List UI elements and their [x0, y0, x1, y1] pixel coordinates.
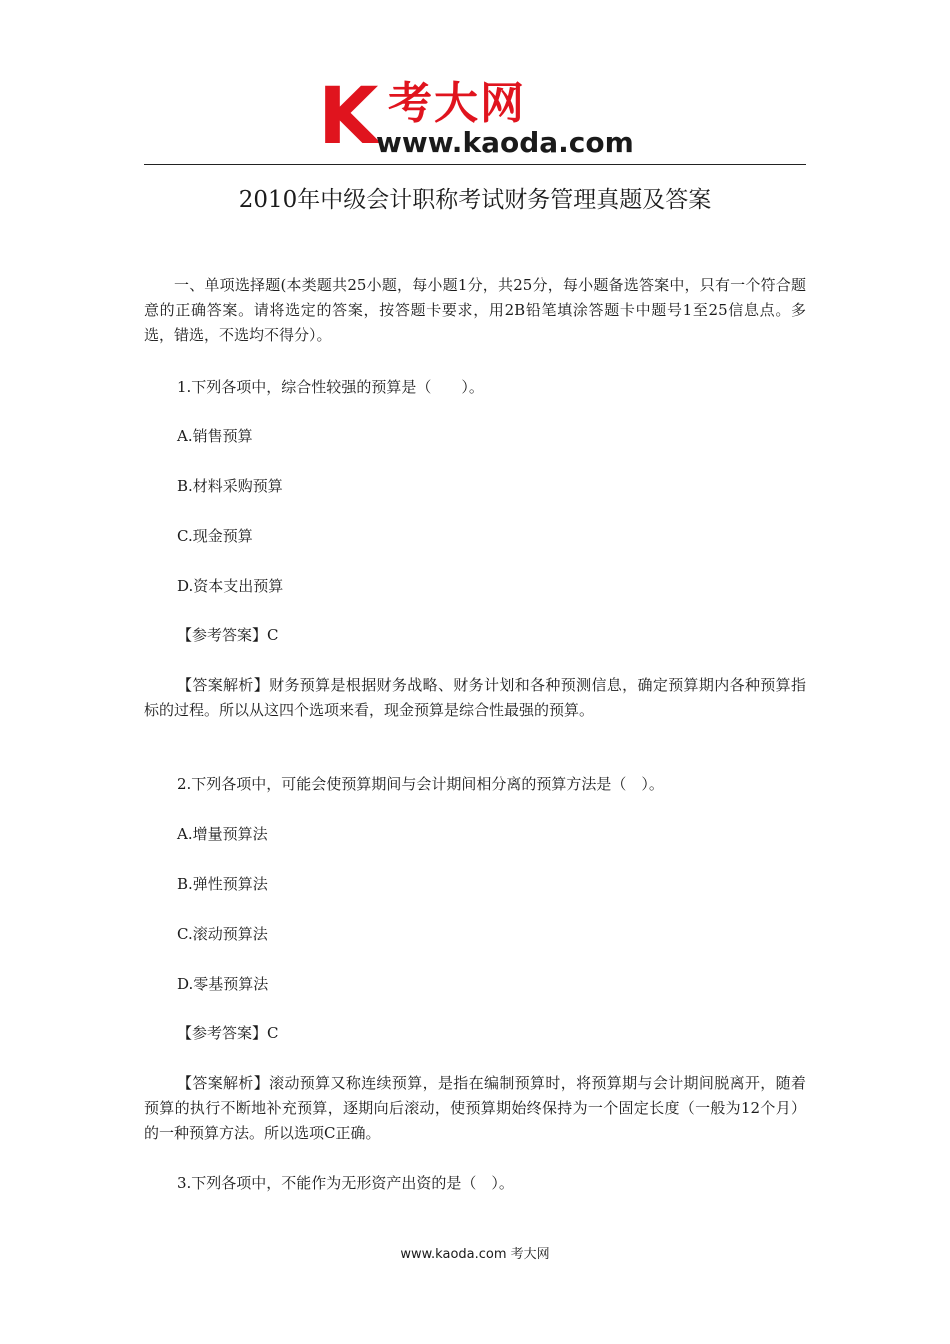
logo-k-mark: K	[318, 72, 375, 162]
question-2-answer: 【参考答案】C	[177, 1024, 279, 1042]
logo-url: www.kaoda.com	[376, 126, 634, 159]
question-2-option-c: C.滚动预算法	[177, 925, 268, 943]
question-1-answer: 【参考答案】C	[177, 626, 279, 644]
page-title: 2010年中级会计职称考试财务管理真题及答案	[238, 187, 712, 213]
question-1-stem: 1.下列各项中，综合性较强的预算是（ ）。	[177, 378, 484, 396]
question-2-analysis: 【答案解析】滚动预算又称连续预算，是指在编制预算时，将预算期与会计期间脱离开，随着预算的执行不断地补充预算，逐期向后滚动，使预算期始终保持为一个固定长度（一般为12个月）的一种预算方法。所以选项C正确。	[144, 1074, 806, 1142]
question-1-option-c: C.现金预算	[177, 527, 253, 545]
section-intro: 一、单项选择题(本类题共25小题，每小题1分，共25分，每小题备选答案中，只有一个符合题意的正确答案。请将选定的答案，按答题卡要求，用2B铅笔填涂答题卡中题号1至25信息点。多选，错选，不选均不得分）。	[144, 276, 806, 344]
question-1-analysis: 【答案解析】财务预算是根据财务战略、财务计划和各种预测信息，确定预算期内各种预算指标的过程。所以从这四个选项来看，现金预算是综合性最强的预算。	[144, 676, 806, 719]
question-2-option-d: D.零基预算法	[177, 975, 269, 993]
question-1-option-b: B.材料采购预算	[177, 477, 283, 495]
question-1-option-a: A.销售预算	[177, 427, 253, 445]
logo-brand-name: 考大网	[388, 78, 526, 129]
question-2-stem: 2.下列各项中，可能会使预算期间与会计期间相分离的预算方法是（ ）。	[177, 775, 664, 793]
question-2-option-b: B.弹性预算法	[177, 875, 268, 893]
page-footer: www.kaoda.com 考大网	[400, 1247, 550, 1262]
question-2-option-a: A.增量预算法	[177, 825, 268, 843]
question-1-option-d: D.资本支出预算	[177, 577, 284, 595]
kaoda-logo	[318, 72, 648, 162]
header-divider	[144, 164, 806, 165]
question-3-stem: 3.下列各项中，不能作为无形资产出资的是（ ）。	[177, 1174, 514, 1192]
